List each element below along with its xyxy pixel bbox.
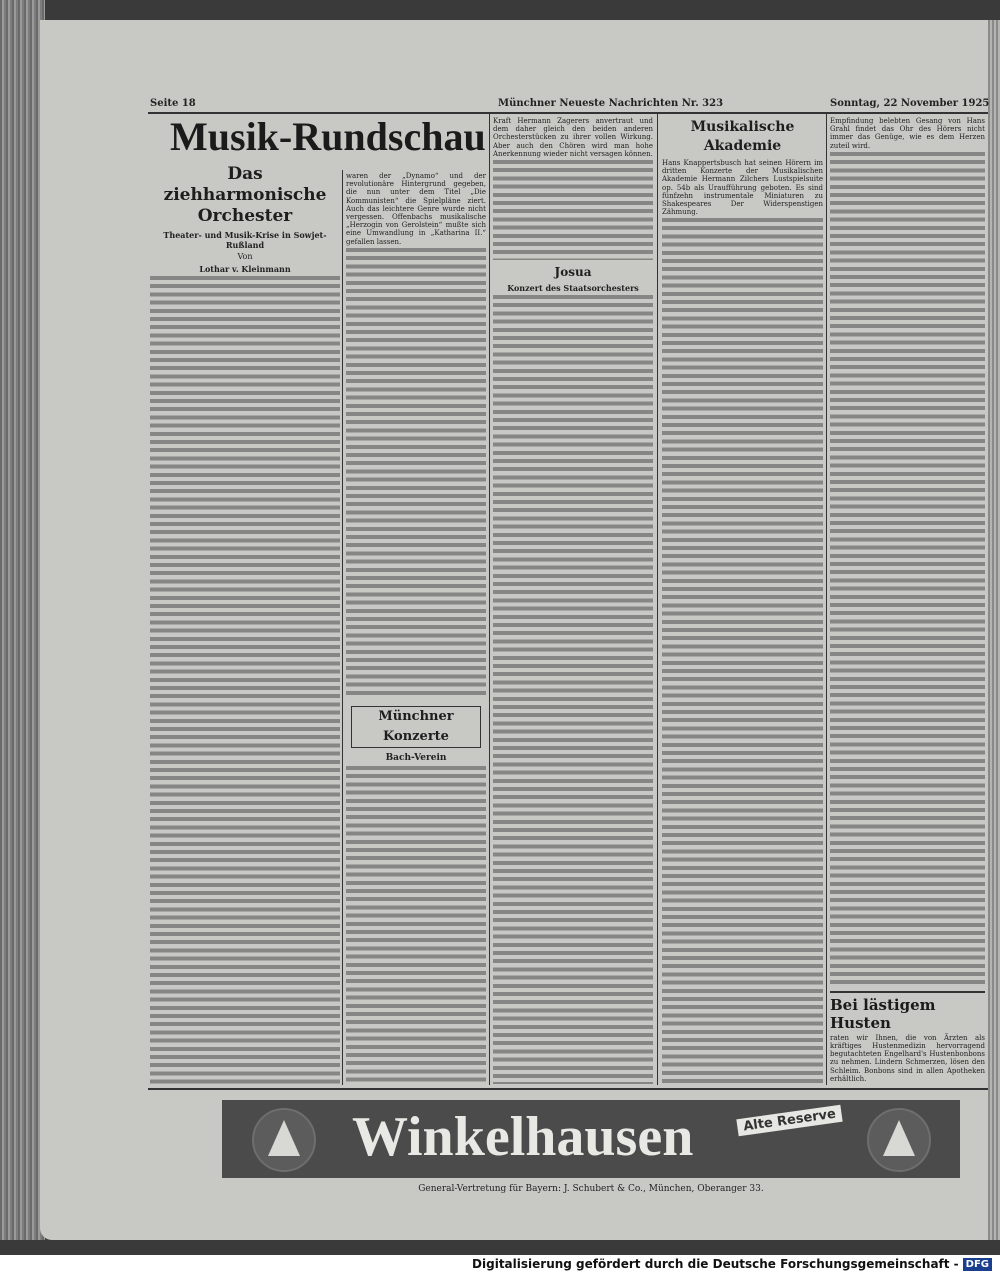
house-logo-icon [867,1108,931,1172]
article-body-text [830,152,985,987]
ad-brand: Winkelhausen [352,1106,694,1168]
footer-rule [148,1088,988,1090]
winkelhausen-ad [222,1100,960,1178]
column-4 [662,118,823,1084]
page-number: Seite 18 [150,98,196,109]
column-rule [489,114,490,1085]
house-logo-icon [252,1108,316,1172]
article-title: Musikalische Akademie [690,119,795,154]
heading-box [351,706,481,748]
book-page-edges [0,0,45,1240]
author: Lothar v. Kleinmann [199,264,291,274]
column-2 [346,172,486,1084]
attribution [472,1257,992,1271]
article-body-text [493,295,653,1084]
article-subtitle: Bach-Verein [385,752,447,763]
column-rule [826,114,827,1085]
cough-ad-text: raten wir Ihnen, die von Ärzten als kräftiges Hustenmedizin hervorragend begutachteten Engelhard's Hustenbonbons zu nehmen. Lindern Schmerzen, lösen den Schleim. Bonbons sind in allen Apotheken erhältlich. [830,1033,985,1083]
cough-ad-headline: Bei lästigem Husten [830,995,936,1032]
article-body-text [346,766,486,1084]
article-subtitle: Theater- und Musik-Krise in Sowjet-Rußland [163,230,327,250]
binding-edge [988,20,1000,1240]
article-body-text [493,160,653,260]
issue-date: Sonntag, 22 November 1925 [830,98,990,109]
article-body-text [150,276,340,1084]
article-body-text [346,248,486,698]
article-body-text: Hans Knappertsbusch hat seinen Hörern im dritten Konzerte der Musikalischen Akademie Hermann Zilchers Lustspielsuite op. 54b als Uraufführung geboten. Es sind fünfzehn instrumentale Miniaturen zu Shakespeares Der Widerspenstigen Zähmung. [662,159,823,217]
article-body-text: Empfindung belebten Gesang von Hans Grahl findet das Ohr des Hörers nicht immer das Genüge, wie es dem Herzen zuteil wird. [830,117,985,150]
ad-footer: General-Vertretung für Bayern: J. Schubert & Co., München, Oberanger 33. [418,1184,764,1194]
ad-rule [830,991,985,993]
dfg-logo-icon: DFG [963,1258,992,1271]
article-title: Das ziehharmonische Orchester [163,164,327,226]
article-subtitle: Konzert des Staatsorchesters [507,283,639,294]
attribution-text: Digitalisierung gefördert durch die Deutsche Forschungsgemeinschaft - [472,1257,959,1271]
article-title: Münchner Konzerte [378,708,454,744]
article-body-text [662,218,823,1084]
column-1 [150,164,340,1084]
article-title: Josua [554,265,592,280]
article-body-text: Kraft Hermann Zagerers anvertraut und dem daher gleich den beiden anderen Orchesterstücken zu ihrer vollen Wirkung. Aber auch den Chören wird man hohe Anerkennung wieder nicht versagen können. [493,117,653,158]
column-5 [830,117,985,1085]
section-title: Musik-Rundschau [170,114,486,159]
byline-prefix: Von [237,252,253,261]
column-3 [493,117,653,1084]
column-rule [342,170,343,1085]
newspaper-name: Münchner Neueste Nachrichten Nr. 323 [498,98,724,109]
ad-badge: Alte Reserve [736,1105,843,1136]
article-body-text: waren der „Dynamo“ und der revolutionäre Hintergrund gegeben, die nun unter dem Titel „Die Kommunisten“ die Spielpläne ziert. Auch das leichtere Genre wurde nicht vergessen. Offenbachs musikalische „Herzogin von Gerolstein“ mußte sich eine Umwandlung in „Katharina II.“ gefallen lassen. [346,172,486,246]
column-rule [657,114,658,1085]
